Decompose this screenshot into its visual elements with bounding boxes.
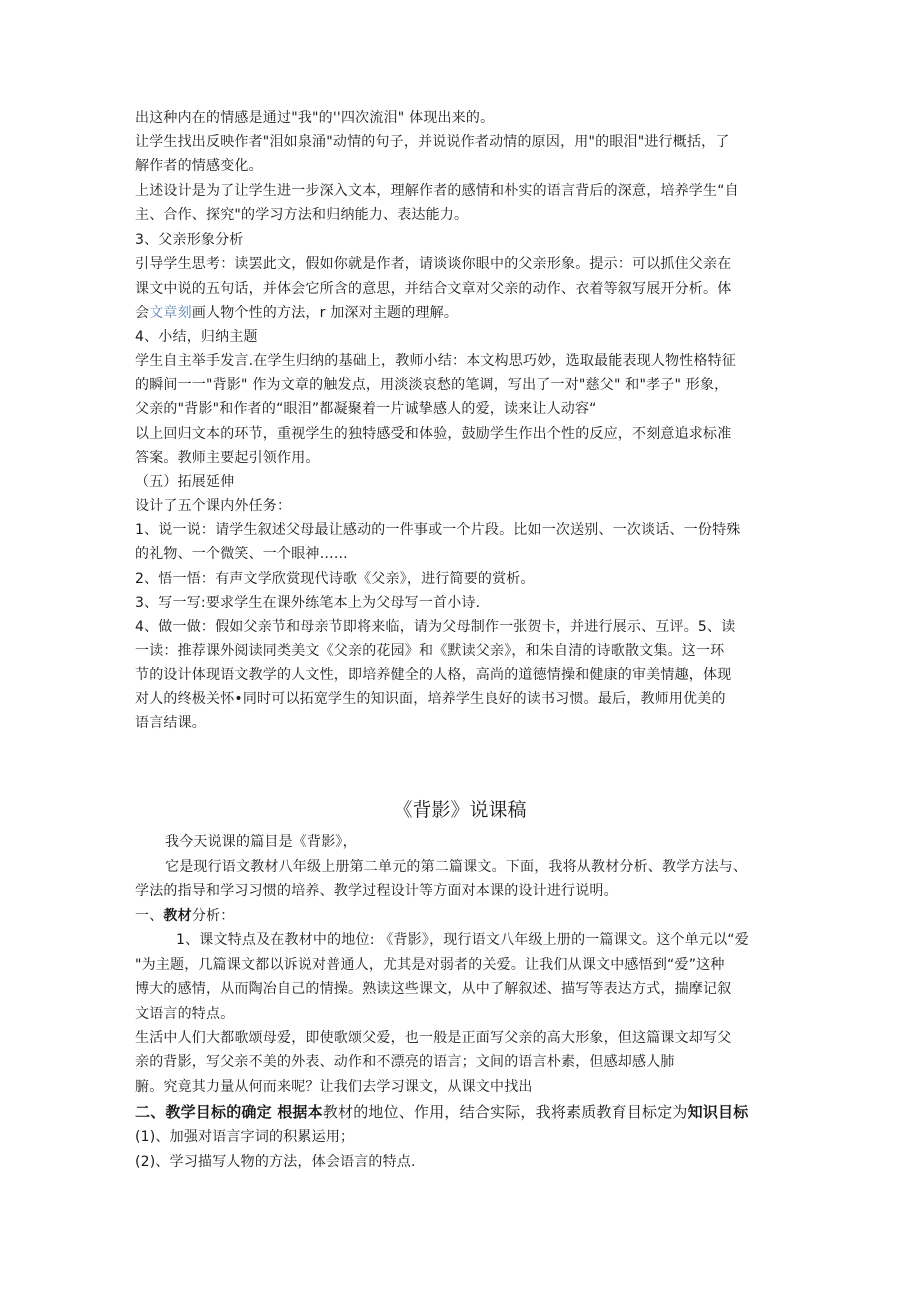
text-line: 设计了五个课内外任务： bbox=[135, 498, 292, 514]
bold-text: 知识目标 bbox=[687, 1103, 749, 1121]
document-title: 《背影》说课稿 bbox=[393, 799, 527, 821]
text-fragment: 画人物个性的方法，r 加深对主题的理解。 bbox=[191, 305, 459, 321]
text-line: 语言结课。 bbox=[135, 715, 206, 731]
text-fragment: 一、 bbox=[135, 908, 164, 924]
text-line: 它是现行语文教材八年级上册第二单元的第二篇课文。下面，我将从教材分析、教学方法与、 bbox=[165, 859, 748, 875]
text-fragment: 会 bbox=[135, 305, 150, 321]
section-heading bbox=[135, 1101, 748, 1123]
text-line: 1、说一说：请学生叙述父母最让感动的一件事或一个片段。比如一次送别、一次谈话、一份特殊 bbox=[135, 522, 741, 538]
text-line: 节的设计体现语文教学的人文性，即培养健全的人格，高尚的道德情操和健康的审美情趣，体现 bbox=[135, 667, 732, 683]
text-line: 腑。究竟其力量从何而来呢？让我们去学习课文，从课文中找出 bbox=[135, 1079, 533, 1095]
text-line: 生活中人们大都歌颂母爱，即使歌颂父爱，也一般是正面写父亲的高大形象，但这篇课文却写父 bbox=[135, 1030, 732, 1046]
bold-text: 二、教学目标的确定 根据本 bbox=[135, 1103, 323, 1121]
section-heading: 3、父亲形象分析 bbox=[135, 232, 244, 248]
text-line: 答案。教师主要起引领作用。 bbox=[135, 450, 320, 466]
text-line: 解作者的情感变化。 bbox=[135, 158, 263, 174]
section-heading: 4、小结，归纳主题 bbox=[135, 329, 258, 345]
text-fragment: 分析： bbox=[191, 908, 235, 924]
text-line: 的礼物、一个微笑、一个眼神…… bbox=[135, 546, 348, 562]
section-heading: （五）拓展延伸 bbox=[135, 474, 235, 490]
text-line: 一读：推荐课外阅读同类美文《父亲的花园》和《默读父亲》，和朱自清的诗歌散文集。这一环 bbox=[135, 643, 725, 659]
text-line: 1、课文特点及在教材中的地位: 《背影》，现行语文八年级上册的一篇课文。这个单元以“爱 bbox=[176, 932, 749, 948]
text-line: 以上回归文本的环节，重视学生的独特感受和体验，鼓励学生作出个性的反应，不刻意追求标准 bbox=[135, 426, 732, 442]
text-line: 引导学生思考：读罢此文，假如你就是作者，请谈谈你眼中的父亲形象。提示：可以抓住父亲在 bbox=[135, 256, 732, 272]
text-line: 主、合作、探究"的学习方法和归纳能力、表达能力。 bbox=[135, 207, 469, 223]
text-line: 亲的背影，写父亲不美的外表、动作和不漂亮的语言；文间的语言朴素，但感却感人肺 bbox=[135, 1054, 675, 1070]
section-heading bbox=[135, 905, 234, 927]
text-line: 2、悟一悟：有声文学欣赏现代诗歌《父亲》，进行简要的赏析。 bbox=[135, 571, 535, 587]
text-line: 文语言的特点。 bbox=[135, 1006, 235, 1022]
text-fragment: 教材的地位、作用，结合实际，我将素质教育目标定为 bbox=[322, 1103, 688, 1121]
text-line: 的瞬间一一"背影" 作为文章的触发点，用淡淡哀愁的笔调，写出了一对"慈父" 和"孝子" 形象， bbox=[135, 377, 729, 393]
text-line: 上述设计是为了让学生进一步深入文本，理解作者的感情和朴实的语言背后的深意，培养学生“自 bbox=[135, 183, 739, 199]
text-line: 4、做一做：假如父亲节和母亲节即将来临，请为父母制作一张贺卡，并进行展示、互评。5、读 bbox=[135, 619, 736, 635]
bold-text: 教材 bbox=[163, 908, 192, 924]
text-line: 学法的指导和学习习惯的培养、教学过程设计等方面对本课的设计进行说明。 bbox=[135, 883, 618, 899]
list-item: (1)、加强对语言字词的积累运用； bbox=[135, 1129, 355, 1145]
text-line: 3、写一写:要求学生在课外练笔本上为父母写一首小诗. bbox=[135, 595, 481, 611]
text-line: 博大的感情，从而陶冶自己的情操。熟读这些课文，从中了解叙述、描写等表达方式，揣摩记叙 bbox=[135, 981, 732, 997]
text-line: 让学生找出反映作者"泪如泉涌"动情的句子，并说说作者动情的原因，用"的眼泪"进行概括，了 bbox=[135, 134, 730, 150]
text-line: 课文中说的五句话，并体会它所含的意思，并结合文章对父亲的动作、衣着等叙写展开分析。体 bbox=[135, 281, 732, 297]
text-line bbox=[135, 302, 458, 324]
text-line: 学生自主举手发言.在学生归纳的基础上，教师小结：本文构思巧妙，选取最能表现人物性格特征 bbox=[135, 353, 737, 369]
list-item: (2)、学习描写人物的方法，体会语言的特点. bbox=[135, 1154, 416, 1170]
text-line: 出这种内在的情感是通过"我"的''四次流泪" 体现出来的。 bbox=[135, 110, 495, 126]
highlighted-text: 文章刻 bbox=[149, 305, 192, 321]
text-line: 我今天说课的篇目是《背影》， bbox=[165, 834, 357, 850]
text-line: 父亲的"背影"和作者的“眼泪”都凝聚着一片诚挚感人的爱，读来让人动容“ bbox=[135, 401, 597, 417]
text-line: 对人的终极关怀•同时可以拓宽学生的知识面，培养学生良好的读书习惯。最后，教师用优美的 bbox=[135, 691, 726, 707]
text-line: "为主题，几篇课文都以诉说对普通人，尤其是对弱者的关爱。让我们从课文中感悟到“爱”这种 bbox=[135, 957, 725, 973]
